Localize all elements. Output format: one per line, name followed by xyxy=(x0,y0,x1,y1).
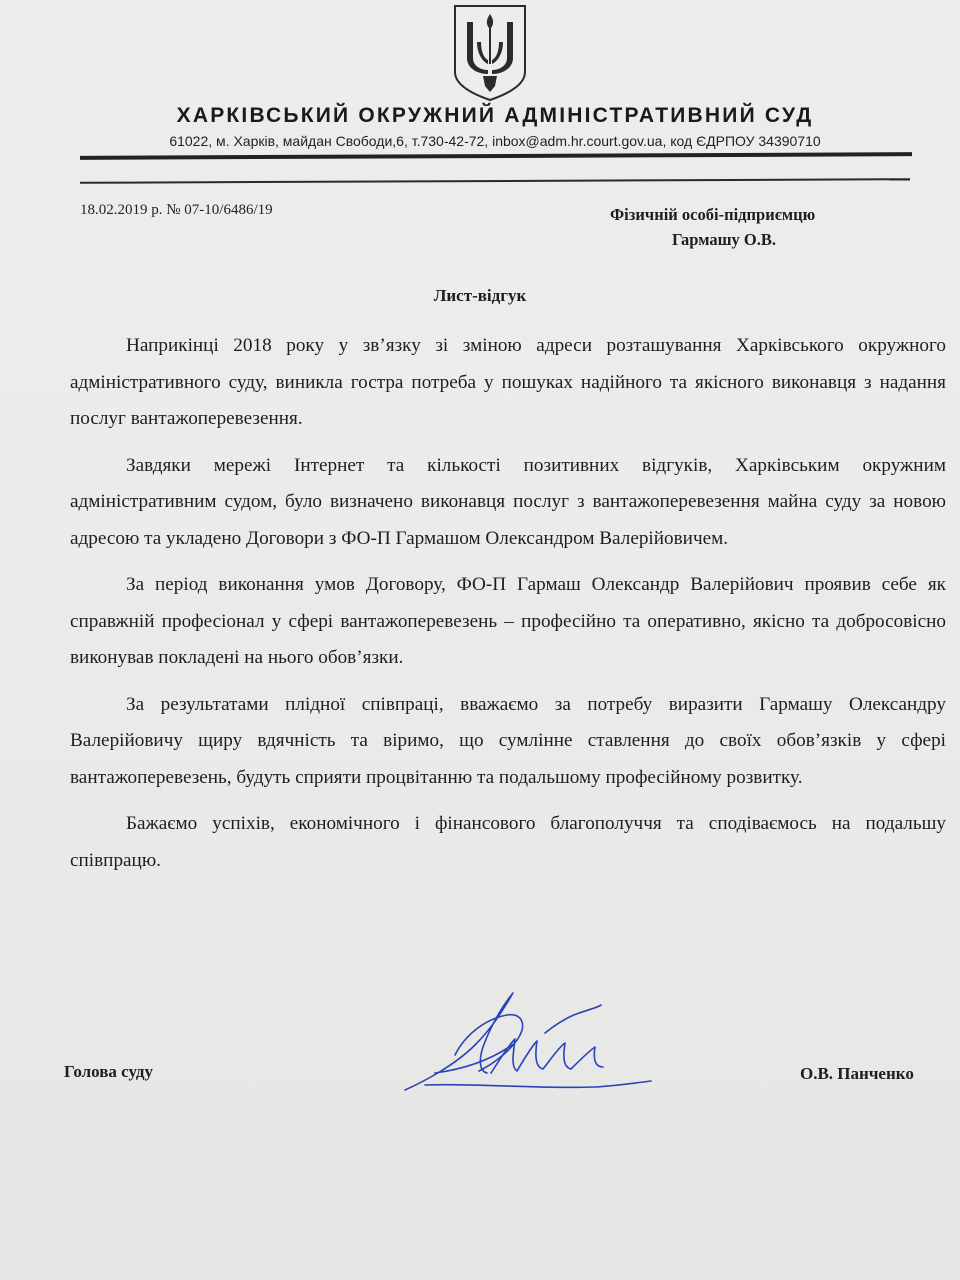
body-paragraph: Завдяки мережі Інтернет та кількості позитивних відгуків, Харківським окружним адміністративним судом, було визначено виконавця послуг з вантажоперевезення майна суду за новою адресою та укладено Договори з ФО-П Гармашом Олександром Валерійовичем. xyxy=(70,454,946,549)
body-paragraph: За період виконання умов Договору, ФО-П Гармаш Олександр Валерійович проявив себе як справжній професіонал у сфері вантажоперевезень – професійно та оперативно, якісно та добросовісно виконував покладені на нього обов’язки. xyxy=(70,574,946,668)
court-address: 61022, м. Харків, майдан Свободи,6, т.730-42-72, inbox@adm.hr.court.gov.ua, код ЄДРПОУ 34390710 xyxy=(169,133,821,149)
letter-body xyxy=(70,328,946,889)
header-divider xyxy=(80,152,912,160)
body-paragraph: Наприкінці 2018 року у зв’язку зі зміною адреси розташування Харківського окружного адміністративного суду, виникла гостра потреба у пошуках надійного та якісного виконавця з надання послуг вантажоперевезення. xyxy=(70,335,946,429)
letter-title: Лист-відгук xyxy=(433,286,527,305)
signatory-name: О.В. Панченко xyxy=(800,1064,914,1083)
handwritten-signature xyxy=(395,985,660,1100)
recipient-line-1: Фізичній особі-підприємцю xyxy=(610,205,816,224)
document-reference: 18.02.2019 р. № 07-10/6486/19 xyxy=(80,202,273,218)
trident-icon xyxy=(447,2,533,102)
header-divider-thin xyxy=(80,178,910,184)
body-paragraph: Бажаємо успіхів, економічного і фінансового благополуччя та сподіваємось на подальшу співпрацю. xyxy=(70,813,946,871)
court-name: ХАРКІВСЬКИЙ ОКРУЖНИЙ АДМІНІСТРАТИВНИЙ СУД xyxy=(176,104,814,127)
signatory-position: Голова суду xyxy=(64,1062,153,1081)
body-paragraph: За результатами плідної співпраці, вважаємо за потребу виразити Гармашу Олександру Валерійовичу щиру вдячність та віримо, що сумлінне ставлення до своїх обов’язків у сфері вантажоперевезень, будуть сприяти процвітанню та подальшому професійному розвитку. xyxy=(70,693,946,788)
recipient-block xyxy=(600,202,890,252)
recipient-line-2: Гармашу О.В. xyxy=(672,230,776,249)
